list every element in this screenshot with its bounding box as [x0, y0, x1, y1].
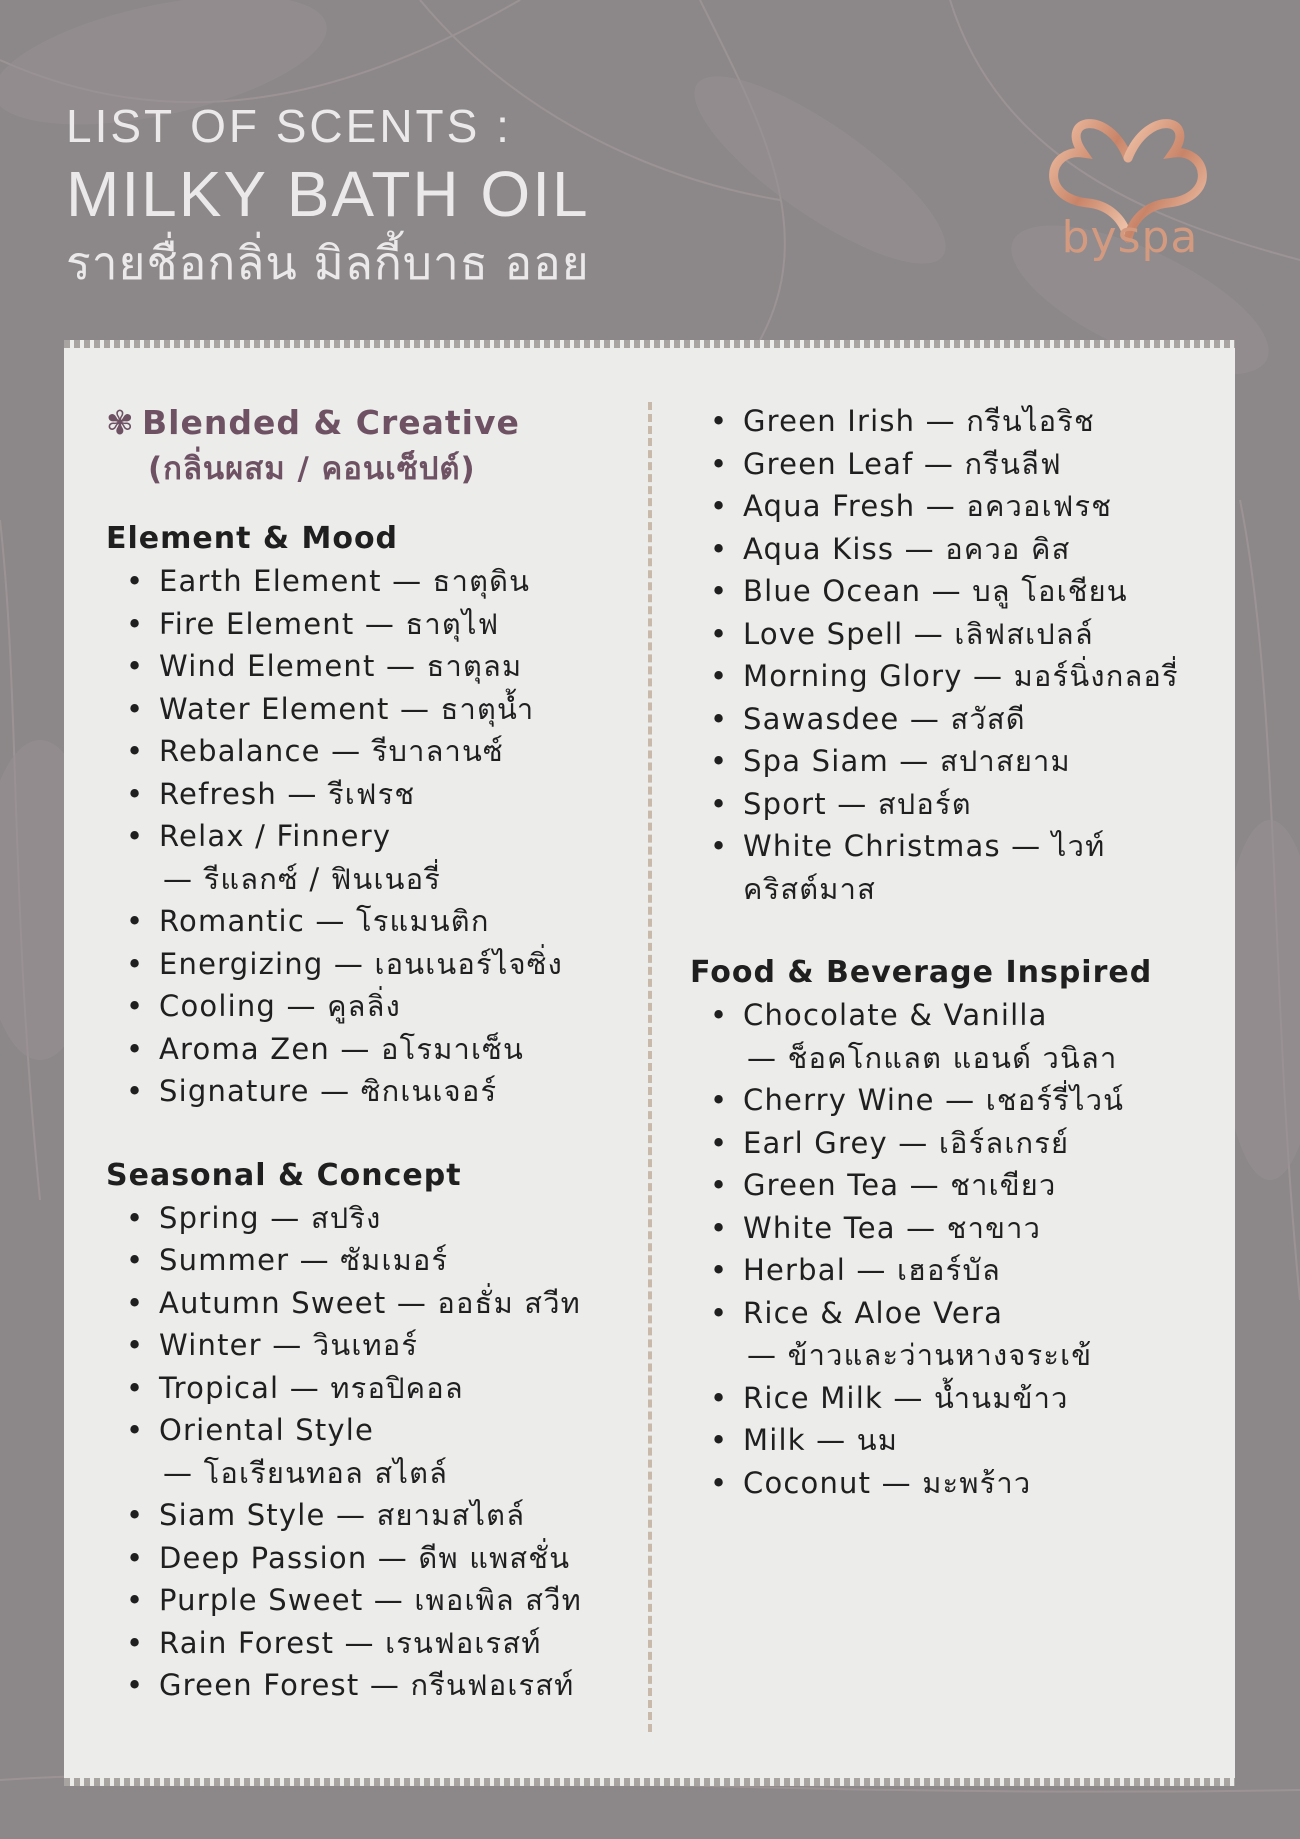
- list-item: • Earl Grey — เอิร์ลเกรย์: [710, 1125, 1070, 1160]
- brand-logo-text: byspa: [1061, 212, 1199, 263]
- list-item: • Chocolate & Vanilla — ช็อคโกแลต แอนด์ วนิลา: [710, 998, 1118, 1075]
- list-item: • Cherry Wine — เชอร์รี่ไวน์: [710, 1083, 1125, 1117]
- flower-icon: ✾: [106, 403, 135, 442]
- list-item: • Spa Siam — สปาสยาม: [710, 744, 1071, 778]
- category-title: ✾ Blended & Creative: [106, 400, 626, 446]
- list-item: • Tropical — ทรอปิคอล: [126, 1370, 464, 1405]
- list-item: • Wind Element — ธาตุลม: [126, 649, 523, 683]
- continued-list: [690, 400, 1210, 910]
- list-item: • Sport — สปอร์ต: [710, 786, 972, 821]
- list-item: • Green Forest — กรีนฟอเรสท์: [126, 1668, 575, 1702]
- left-column: [106, 400, 626, 1707]
- list-item: • Rice & Aloe Vera — ข้าวและว่านหางจระเข้: [710, 1295, 1093, 1372]
- card-stitch-top: [64, 340, 1235, 348]
- list-item: • Winter — วินเทอร์: [126, 1328, 419, 1362]
- title-line-2: MILKY BATH OIL: [66, 158, 590, 230]
- list-item: • Earth Element — ธาตุดิน: [126, 564, 531, 598]
- section-title-seasonal-concept: Seasonal & Concept: [106, 1157, 462, 1193]
- list-item: • Green Tea — ชาเขียว: [710, 1168, 1057, 1202]
- list-item: • Siam Style — สยามสไตล์: [126, 1498, 526, 1532]
- list-item: • Water Element — ธาตุน้ำ: [126, 691, 535, 726]
- list-item: • Herbal — เฮอร์บัล: [710, 1253, 1002, 1287]
- list-item: • Sawasdee — สวัสดี: [710, 701, 1026, 736]
- title-line-thai: รายชื่อกลิ่น มิลกี้บาธ ออย: [66, 236, 590, 290]
- list-item: • Summer — ซัมเมอร์: [126, 1243, 449, 1277]
- list-item: • Milk — นม: [710, 1423, 899, 1457]
- list-item: • Refresh — รีเฟรช: [126, 776, 416, 811]
- column-divider: [648, 402, 652, 1732]
- list-item: • Purple Sweet — เพอเพิล สวีท: [126, 1583, 582, 1617]
- section-title-food-beverage: Food & Beverage Inspired: [690, 955, 1153, 990]
- list-item: • Oriental Style — โอเรียนทอล สไตล์: [126, 1413, 449, 1490]
- element-mood-list: [106, 560, 626, 1113]
- list-item: • Signature — ซิกเนเจอร์: [126, 1074, 498, 1108]
- list-item: • Blue Ocean — บลู โอเชียน: [710, 574, 1128, 608]
- list-item: • Aroma Zen — อโรมาเซ็น: [126, 1031, 525, 1066]
- list-item: • Green Irish — กรีนไอริช: [710, 404, 1095, 438]
- list-item: • Fire Element — ธาตุไฟ: [126, 606, 500, 641]
- category-subtitle: (กลิ่นผสม / คอนเซ็ปต์): [148, 451, 476, 487]
- list-item: • Rebalance — รีบาลานซ์: [126, 734, 504, 768]
- list-item: • Deep Passion — ดีพ แพสชั่น: [126, 1540, 571, 1575]
- list-item: • Autumn Sweet — ออธั่ม สวีท: [126, 1285, 582, 1320]
- list-item: • Green Leaf — กรีนลีฟ: [710, 446, 1062, 481]
- list-item: • Romantic — โรแมนติก: [126, 904, 490, 938]
- title-line-1: LIST OF SCENTS :: [66, 100, 512, 152]
- list-item: • Cooling — คูลลิ่ง: [126, 989, 401, 1023]
- list-item: • Rain Forest — เรนฟอเรสท์: [126, 1625, 542, 1660]
- list-item: • Morning Glory — มอร์นิ่งกลอรี่: [710, 659, 1179, 693]
- list-item: • Rice Milk — น้ำนมข้าว: [710, 1380, 1069, 1415]
- seasonal-concept-list: [106, 1197, 626, 1707]
- list-item: • Relax / Finnery — รีแลกซ์ / ฟินเนอรี่: [126, 819, 441, 896]
- list-item: • Energizing — เอนเนอร์ไจซิ่ง: [126, 946, 564, 981]
- right-column: [690, 400, 1210, 1504]
- list-item: • Coconut — มะพร้าว: [710, 1465, 1032, 1500]
- section-title-element-mood: Element & Mood: [106, 521, 399, 556]
- list-item: • Aqua Fresh — อควอเฟรช: [710, 489, 1113, 523]
- list-item: • Aqua Kiss — อควอ คิส: [710, 531, 1071, 566]
- list-item: • Spring — สปริง: [126, 1200, 382, 1235]
- list-item: • Love Spell — เลิฟสเปลล์: [710, 616, 1094, 651]
- list-item: • White Tea — ชาขาว: [710, 1210, 1042, 1245]
- list-item: • White Christmas — ไวท์ คริสต์มาส: [710, 829, 1106, 906]
- card-stitch-bottom: [64, 1778, 1235, 1786]
- page-title: [66, 96, 590, 294]
- food-beverage-list: [690, 994, 1210, 1504]
